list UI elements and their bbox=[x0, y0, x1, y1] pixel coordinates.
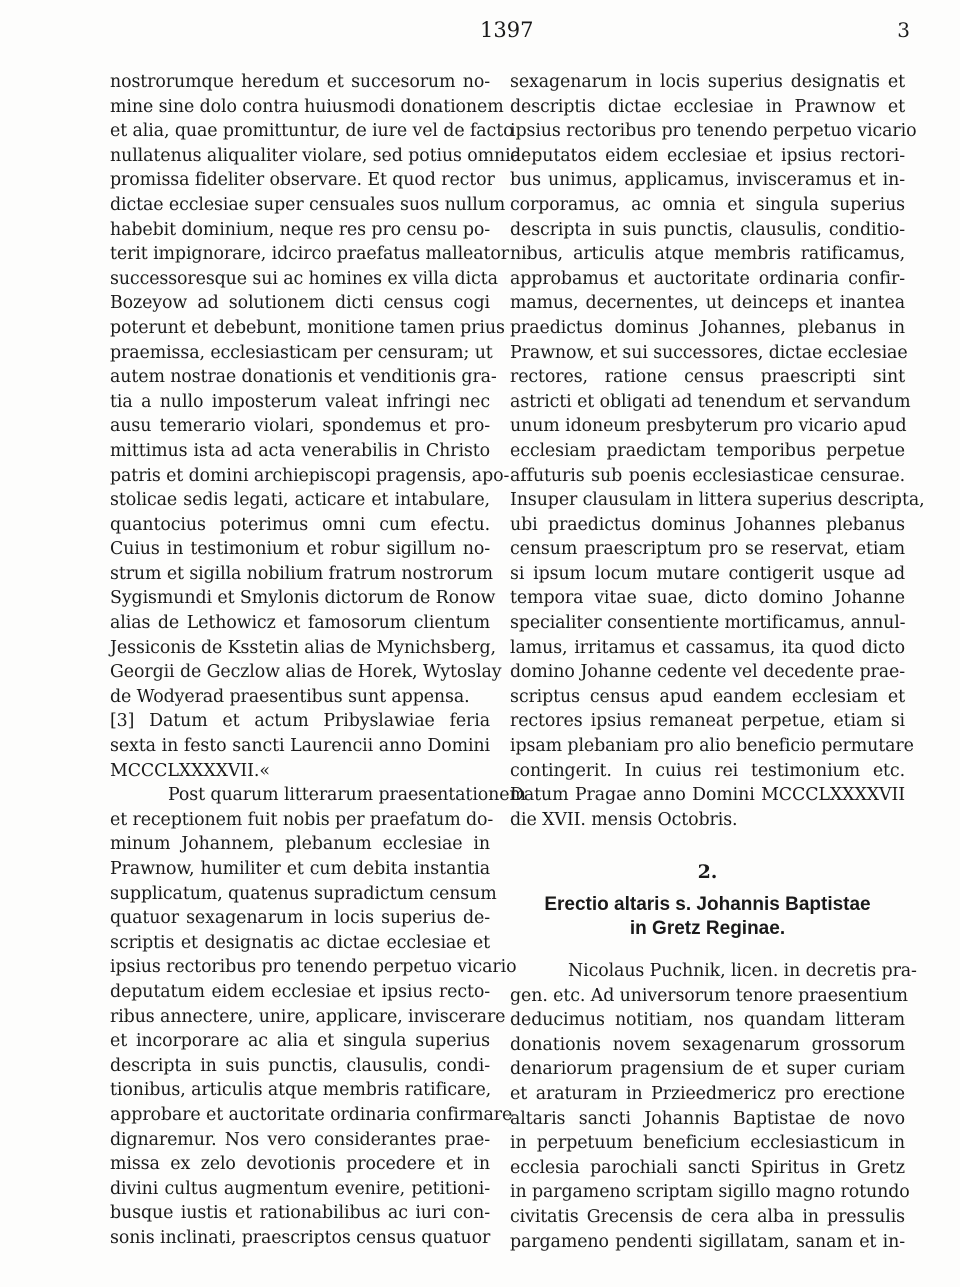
right-column bbox=[510, 70, 925, 1254]
right-column-text-bottom bbox=[510, 959, 917, 1254]
text-line: stolicae sedis legati, acticare et intabulare, bbox=[110, 490, 490, 511]
text-line: dictae ecclesiae super censuales suos nullum bbox=[110, 194, 506, 215]
text-line: descriptis dictae ecclesiae in Prawnow et bbox=[510, 96, 905, 117]
text-line: nullatenus aliqualiter violare, sed potius omnia bbox=[110, 145, 521, 166]
text-line: et araturam in Przieedmericz pro erectione bbox=[510, 1083, 905, 1104]
text-line: minum Johannem, plebanum ecclesiae in bbox=[110, 834, 490, 855]
text-line: terit impignorare, idcirco praefatus malleator bbox=[110, 244, 509, 265]
text-line: Post quarum litterarum praesentationem bbox=[168, 785, 526, 806]
text-line: habebit dominium, neque res pro censu po- bbox=[110, 219, 490, 240]
text-line: domino Johanne cedente vel decedente prae- bbox=[510, 662, 905, 683]
header-year: 1397 bbox=[480, 18, 534, 42]
text-line: alias de Lethowicz et famosorum clientum bbox=[110, 613, 490, 634]
text-line: astricti et obligati ad tenendum et servandum bbox=[510, 391, 911, 412]
text-line: tia a nullo imposterum valeat infringi nec bbox=[110, 391, 490, 412]
text-line: mamus, decernentes, ut deinceps et inantea bbox=[510, 293, 905, 314]
text-line: denariorum pragensium de et super curiam bbox=[510, 1059, 905, 1080]
right-column-text-top bbox=[510, 70, 925, 832]
text-line: patris et domini archiepiscopi pragensis, apo- bbox=[110, 465, 510, 486]
text-line: in perpetuum beneficium ecclesiasticum in bbox=[510, 1133, 905, 1154]
text-line: Insuper clausulam in littera superius descripta, bbox=[510, 490, 925, 511]
text-line: ecclesiam praedictam temporibus perpetue bbox=[510, 440, 905, 461]
text-line: poterunt et debebunt, monitione tamen prius bbox=[110, 317, 505, 338]
text-line: deputatum eidem ecclesiae et ipsius recto- bbox=[110, 981, 490, 1002]
text-line: divini cultus augmentum evenire, petitioni- bbox=[110, 1178, 490, 1199]
text-line: tempora vitae suae, dicto domino Johanne bbox=[510, 588, 905, 609]
text-line: die XVII. mensis Octobris. bbox=[510, 809, 738, 830]
text-line: strum et sigilla nobilium fratrum nostrorum bbox=[110, 563, 493, 584]
section-title-line-2: in Gretz Reginae. bbox=[629, 918, 786, 939]
text-line: missa ex zelo devotionis procedere et in bbox=[110, 1154, 490, 1175]
text-line: lamus, irritamus et cassamus, ita quod dicto bbox=[510, 637, 905, 658]
text-line: sonis inclinati, praescriptos census quatuor bbox=[110, 1227, 491, 1248]
text-line: quatuor sexagenarum in locis superius de- bbox=[110, 908, 490, 929]
text-line: supplicatum, quatenus supradictum censum bbox=[110, 883, 497, 904]
text-line: ecclesia parochiali sancti Spiritus in Gretz bbox=[510, 1157, 905, 1178]
text-line: scriptus census apud eandem ecclesiam et bbox=[510, 686, 905, 707]
text-line: Datum Pragae anno Domini MCCCLXXXXVII bbox=[510, 785, 905, 806]
text-line: busque iustis et rationabilibus ac iuri con- bbox=[110, 1203, 490, 1224]
section-title bbox=[510, 893, 905, 941]
text-line: specialiter consentiente mortificamus, annul- bbox=[510, 613, 906, 634]
text-line: tionibus, articulis atque membris ratificare, bbox=[110, 1080, 492, 1101]
text-line: corporamus, ac omnia et singula superius bbox=[510, 194, 905, 215]
section-title-line-1: Erectio altaris s. Johannis Baptistae bbox=[544, 894, 871, 915]
text-line: bus unimus, applicamus, inviscеramus et in- bbox=[510, 170, 905, 191]
text-line: rectores ipsius remaneat perpetue, etiam si bbox=[510, 711, 905, 732]
text-line: ipsius rectoribus pro tenendo perpetuo vicario bbox=[510, 121, 917, 142]
section-number: 2. bbox=[697, 861, 718, 884]
text-line: unum idoneum presbyterum pro vicario apud bbox=[510, 416, 907, 437]
text-line: sexagenarum in locis superius designatis et bbox=[510, 72, 905, 92]
text-line: praemissa, ecclesiasticam per censuram; ut bbox=[110, 342, 493, 363]
left-column bbox=[110, 70, 526, 1251]
text-line: deputatos eidem ecclesiae et ipsius rectori- bbox=[510, 145, 905, 166]
text-line: ubi praedictus dominus Johannes plebanus bbox=[510, 514, 905, 535]
text-line: Nicolaus Puchnik, licen. in decretis pra- bbox=[568, 961, 917, 981]
text-line: Prawnow, et sui successores, dictae ecclesiae bbox=[510, 342, 908, 363]
text-line: mine sine dolo contra huiusmodi donationem bbox=[110, 96, 504, 117]
text-line: descripta in suis punctis, clausulis, conditio- bbox=[510, 219, 905, 240]
text-line: approbare et auctoritate ordinaria confirmare bbox=[110, 1104, 513, 1125]
text-line: deducimus notitiam, nos quandam litteram bbox=[510, 1010, 905, 1031]
text-line: mittimus ista ad acta venerabilis in Christo bbox=[110, 440, 490, 461]
text-line: censum praescriptum pro se reservat, etiam bbox=[510, 539, 905, 560]
text-line: praedictus dominus Johannes, plebanus in bbox=[510, 317, 905, 338]
text-line: de Wodyerad praesentibus sunt appensa. bbox=[110, 686, 470, 707]
text-line: ipsius rectoribus pro tenendo perpetuo vicario bbox=[110, 957, 517, 978]
text-line: gen. etc. Ad universorum tenore praesentium bbox=[510, 985, 908, 1006]
text-line: donationis novem sexagenarum grossorum bbox=[510, 1034, 905, 1055]
text-line: Bozeyow ad solutionem dicti census cogi bbox=[110, 293, 490, 314]
text-line: MCCCLXXXXVII.« bbox=[110, 760, 270, 781]
text-line: pargameno pendenti sigillatam, sanam et in- bbox=[510, 1231, 905, 1252]
text-line: Sygismundi et Smylonis dictorum de Ronow bbox=[110, 588, 496, 609]
text-line: altaris sancti Johannis Baptistae de novo bbox=[510, 1108, 905, 1129]
page-header bbox=[0, 18, 960, 48]
text-line: ribus annectere, unire, applicare, inviscerare bbox=[110, 1006, 506, 1027]
text-line: Cuius in testimonium et robur sigillum no- bbox=[110, 539, 490, 560]
text-line: promissa fideliter observare. Et quod rector bbox=[110, 170, 495, 191]
text-line: contingerit. In cuius rei testimonium etc. bbox=[510, 760, 905, 781]
text-line: [3] Datum et actum Pribyslawiae feria bbox=[110, 711, 490, 732]
text-line: in pargameno scriptam sigillo magno rotundo bbox=[510, 1182, 910, 1203]
text-line: dignaremur. Nos vero considerantes prae- bbox=[110, 1129, 490, 1150]
text-line: rectores, ratione census praescripti sint bbox=[510, 367, 905, 388]
text-line: approbamus et auctoritate ordinaria confir- bbox=[510, 268, 905, 289]
text-line: Jessiconis de Ksstetin alias de Mynichsberg, bbox=[110, 637, 496, 658]
text-line: et receptionem fuit nobis per praefatum do- bbox=[110, 809, 494, 830]
text-line: si ipsum locum mutare contigerit usque ad bbox=[510, 563, 905, 584]
text-line: sexta in festo sancti Laurencii anno Domini bbox=[110, 736, 490, 757]
text-line: civitatis Grecensis de cera alba in pressulis bbox=[510, 1206, 905, 1227]
text-line: nostrorumque heredum et succesorum no- bbox=[110, 72, 490, 92]
text-line: nibus, articulis atque membris ratificamus, bbox=[510, 244, 905, 265]
text-line: ipsam plebaniam pro alio beneficio permutare bbox=[510, 736, 914, 757]
text-line: descripta in suis punctis, clausulis, condi- bbox=[110, 1055, 490, 1076]
text-line: Georgii de Geczlow alias de Horek, Wytoslay bbox=[110, 662, 502, 683]
page-number: 3 bbox=[897, 18, 910, 42]
text-line: et alia, quae promittuntur, de iure vel de facto bbox=[110, 121, 514, 142]
text-line: successoresque sui ac homines ex villa dicta bbox=[110, 268, 498, 289]
text-line: affuturis sub poenis ecclesiasticae censurae. bbox=[510, 465, 905, 486]
text-line: autem nostrae donationis et venditionis gra- bbox=[110, 367, 497, 388]
text-line: scriptis et designatis ac dictae ecclesiae et bbox=[110, 932, 490, 953]
text-line: ausu temerario violari, spondemus et pro- bbox=[110, 416, 490, 437]
text-line: quantocius poterimus omni cum efectu. bbox=[110, 514, 490, 535]
text-line: Prawnow, humiliter et cum debita instantia bbox=[110, 859, 490, 879]
text-line: et incorporare ac alia et singula superius bbox=[110, 1031, 490, 1052]
